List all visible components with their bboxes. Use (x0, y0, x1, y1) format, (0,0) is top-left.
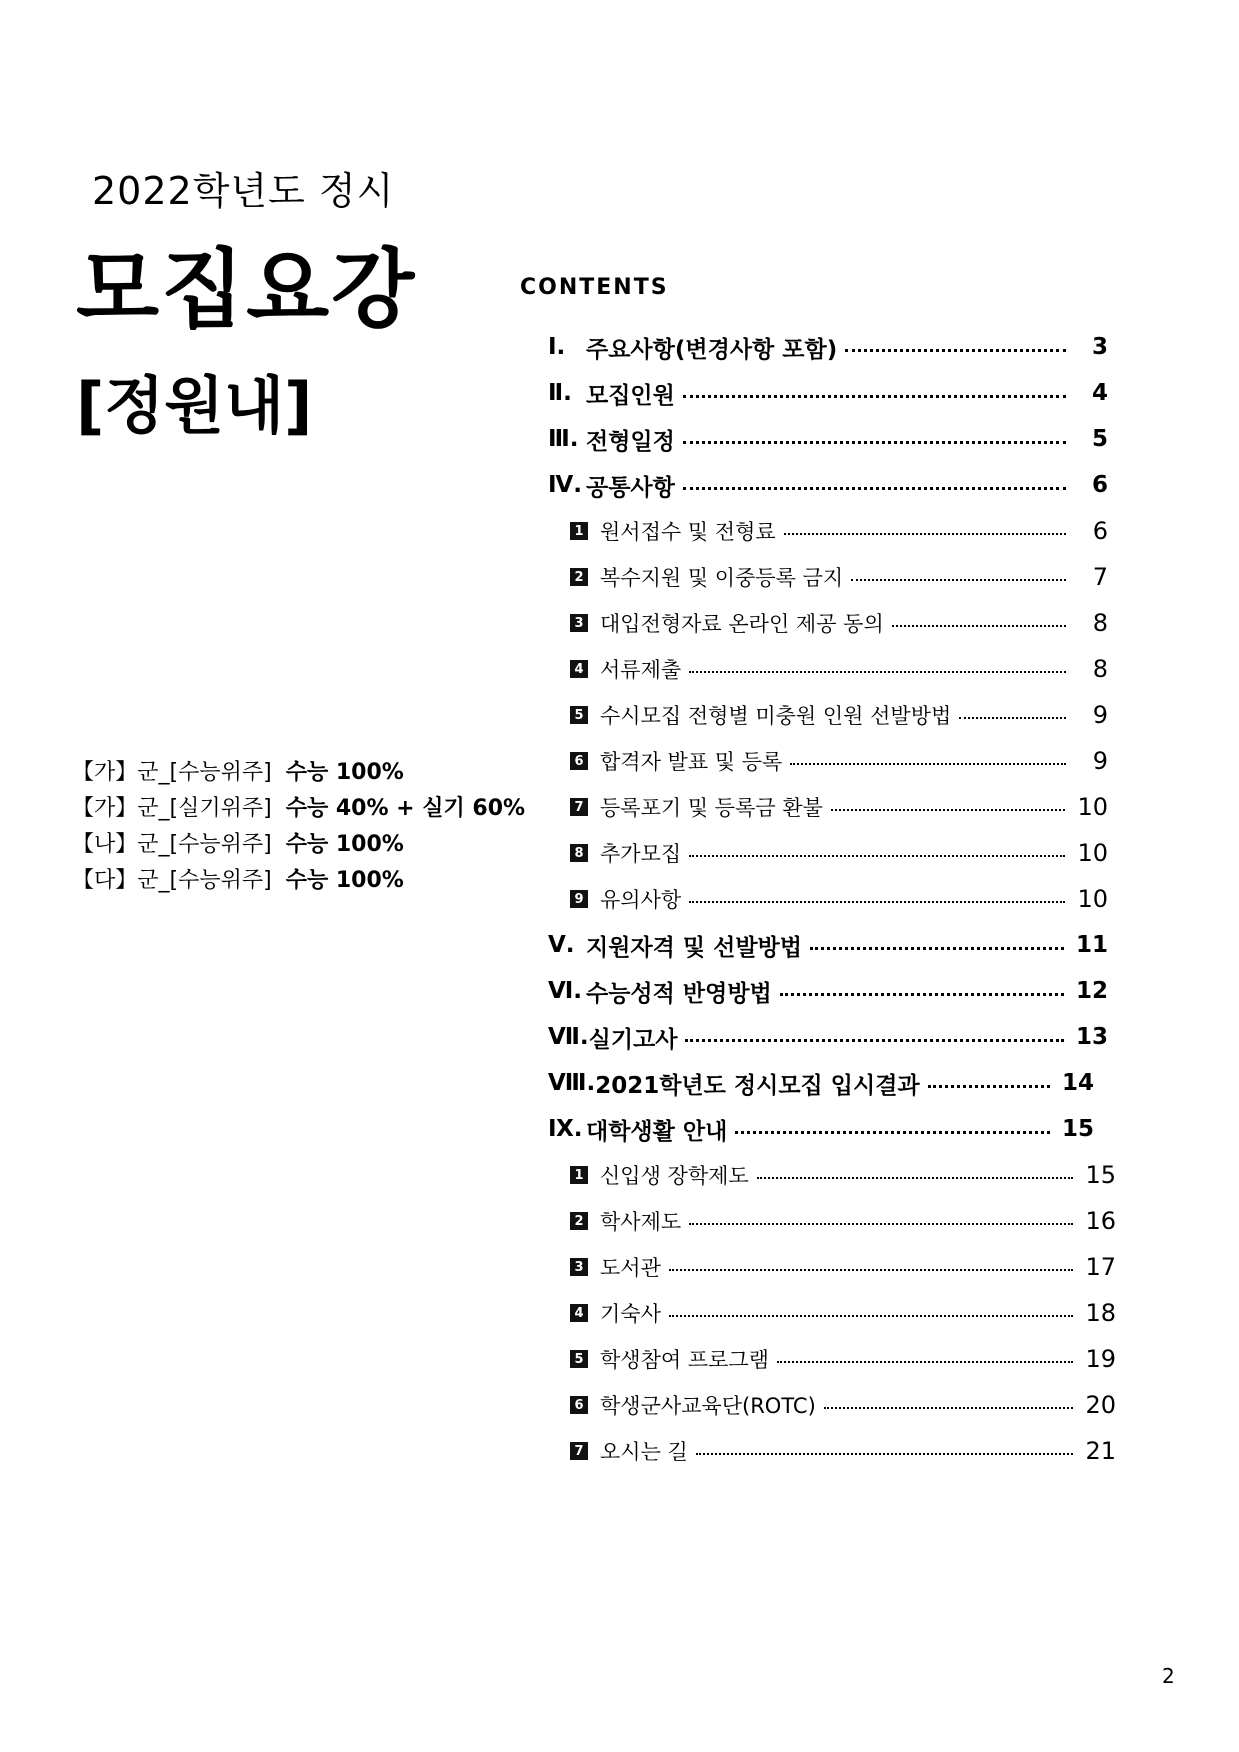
toc-page: 4 (1091, 380, 1108, 406)
toc-page: 10 (1077, 885, 1108, 913)
toc-page: 7 (1092, 563, 1108, 591)
document-subtitle: 2022학년도 정시 (92, 169, 395, 213)
toc-section-2[interactable] (548, 370, 1108, 416)
toc-page: 10 (1077, 793, 1108, 821)
number-badge-icon: 5 (570, 1350, 588, 1368)
toc-label: 2021학년도 정시모집 입시결과 (595, 1072, 920, 1099)
contents-heading: CONTENTS (520, 275, 669, 300)
dot-leader (669, 1269, 1074, 1271)
toc-page: 14 (1061, 1070, 1094, 1096)
toc-page: 8 (1092, 609, 1108, 637)
toc-label: 전형일정 (586, 428, 675, 455)
toc-label: 대학생활 안내 (586, 1118, 728, 1145)
toc-subsection[interactable] (548, 554, 1108, 600)
number-badge-icon: 6 (570, 752, 588, 770)
toc-number: Ⅴ. (548, 932, 575, 958)
toc-page: 21 (1085, 1437, 1116, 1465)
toc-subsection[interactable] (548, 508, 1108, 554)
dot-leader (685, 1039, 1064, 1042)
toc-label: 복수지원 및 이중등록 금지 (600, 566, 844, 590)
toc-label: 학사제도 (600, 1210, 682, 1234)
toc-label: 수시모집 전형별 미충원 인원 선발방법 (600, 704, 952, 728)
number-badge-icon: 7 (570, 1442, 588, 1460)
toc-subsection[interactable] (548, 600, 1108, 646)
number-badge-icon: 1 (570, 522, 588, 540)
number-badge-icon: 1 (570, 1166, 588, 1184)
dot-leader (683, 395, 1066, 398)
toc-subsection[interactable] (548, 1290, 1116, 1336)
toc-label: 수능성적 반영방법 (586, 980, 772, 1007)
toc-subsection[interactable] (548, 1198, 1116, 1244)
dot-leader (735, 1131, 1050, 1134)
dot-leader (959, 717, 1066, 719)
toc-page: 20 (1085, 1391, 1116, 1419)
toc-number: Ⅱ. (548, 380, 572, 406)
dot-leader (757, 1177, 1074, 1179)
toc-page: 10 (1077, 839, 1108, 867)
track-item (72, 752, 525, 788)
table-of-contents (548, 324, 1116, 1474)
toc-page: 8 (1092, 655, 1108, 683)
toc-page: 13 (1075, 1024, 1108, 1050)
track-ratio: 수능 100% (285, 831, 404, 857)
track-group: 【가】군_[수능위주] (72, 759, 272, 785)
toc-subsection[interactable] (548, 1152, 1116, 1198)
toc-number: Ⅰ. (548, 334, 566, 360)
number-badge-icon: 7 (570, 798, 588, 816)
toc-label: 주요사항(변경사항 포함) (586, 336, 838, 363)
toc-label: 학생참여 프로그램 (600, 1348, 769, 1372)
toc-section-5[interactable] (548, 922, 1108, 968)
toc-page: 18 (1085, 1299, 1116, 1327)
document-title: 모집요강 (76, 240, 417, 340)
toc-section-3[interactable] (548, 416, 1108, 462)
toc-section-6[interactable] (548, 968, 1108, 1014)
quota-title: [정원내] (76, 369, 313, 442)
toc-label: 기숙사 (600, 1302, 661, 1326)
toc-subsection[interactable] (548, 1336, 1116, 1382)
dot-leader (824, 1407, 1074, 1409)
page-number: 2 (1162, 1664, 1175, 1688)
toc-page: 11 (1075, 932, 1108, 958)
number-badge-icon: 3 (570, 1258, 588, 1276)
toc-label: 서류제출 (600, 658, 682, 682)
number-badge-icon: 4 (570, 1304, 588, 1322)
dot-leader (845, 349, 1066, 352)
toc-subsection[interactable] (548, 738, 1108, 784)
dot-leader (689, 1223, 1073, 1225)
toc-label: 유의사항 (600, 888, 682, 912)
toc-number: Ⅵ. (548, 978, 583, 1004)
dot-leader (689, 855, 1065, 857)
toc-subsection[interactable] (548, 784, 1108, 830)
admission-tracks (72, 752, 525, 896)
toc-label: 실기고사 (588, 1026, 678, 1053)
toc-page: 12 (1075, 978, 1108, 1004)
toc-section-7[interactable] (548, 1014, 1108, 1060)
track-group: 【다】군_[수능위주] (72, 867, 272, 893)
number-badge-icon: 8 (570, 844, 588, 862)
track-item (72, 860, 525, 896)
track-ratio: 수능 100% (285, 759, 404, 785)
track-item (72, 788, 525, 824)
number-badge-icon: 2 (570, 568, 588, 586)
toc-page: 5 (1091, 426, 1108, 452)
toc-label: 모집인원 (586, 382, 675, 409)
toc-page: 17 (1085, 1253, 1116, 1281)
track-ratio: 수능 40% + 실기 60% (285, 795, 526, 821)
number-badge-icon: 6 (570, 1396, 588, 1414)
number-badge-icon: 5 (570, 706, 588, 724)
dot-leader (831, 809, 1066, 811)
toc-section-9[interactable] (548, 1106, 1094, 1152)
toc-label: 도서관 (600, 1256, 661, 1280)
dot-leader (777, 1361, 1073, 1363)
toc-page: 15 (1085, 1161, 1116, 1189)
dot-leader (683, 441, 1066, 444)
dot-leader (669, 1315, 1074, 1317)
toc-page: 19 (1085, 1345, 1116, 1373)
track-group: 【가】군_[실기위주] (72, 795, 272, 821)
dot-leader (851, 579, 1066, 581)
number-badge-icon: 4 (570, 660, 588, 678)
toc-subsection[interactable] (548, 646, 1108, 692)
track-ratio: 수능 100% (285, 867, 404, 893)
toc-label: 합격자 발표 및 등록 (600, 750, 783, 774)
toc-label: 대입전형자료 온라인 제공 동의 (600, 612, 884, 636)
dot-leader (784, 533, 1066, 535)
toc-label: 지원자격 및 선발방법 (586, 934, 802, 961)
toc-section-8[interactable] (548, 1060, 1094, 1106)
track-item (72, 824, 525, 860)
toc-label: 오시는 길 (600, 1440, 688, 1464)
dot-leader (810, 947, 1064, 950)
toc-label: 공통사항 (586, 474, 675, 501)
toc-page: 6 (1092, 517, 1108, 545)
toc-section-1[interactable] (548, 324, 1108, 370)
toc-page: 3 (1091, 334, 1108, 360)
toc-number: Ⅳ. (548, 472, 583, 498)
toc-label: 학생군사교육단(ROTC) (600, 1394, 816, 1418)
toc-number: Ⅲ. (548, 426, 579, 452)
toc-number: Ⅷ. (548, 1070, 596, 1096)
dot-leader (689, 901, 1065, 903)
toc-label: 등록포기 및 등록금 환불 (600, 796, 823, 820)
dot-leader (780, 993, 1064, 996)
toc-subsection[interactable] (548, 1244, 1116, 1290)
toc-number: Ⅸ. (548, 1116, 583, 1142)
number-badge-icon: 9 (570, 890, 588, 908)
toc-page: 6 (1091, 472, 1108, 498)
toc-subsection[interactable] (548, 830, 1108, 876)
dot-leader (928, 1085, 1050, 1088)
toc-subsection[interactable] (548, 692, 1108, 738)
toc-page: 15 (1061, 1116, 1094, 1142)
toc-label: 추가모집 (600, 842, 682, 866)
toc-number: Ⅶ. (548, 1024, 589, 1050)
toc-page: 16 (1085, 1207, 1116, 1235)
track-group: 【나】군_[수능위주] (72, 831, 272, 857)
toc-subsection[interactable] (548, 876, 1108, 922)
toc-subsection[interactable] (548, 1382, 1116, 1428)
toc-page: 9 (1092, 701, 1108, 729)
number-badge-icon: 3 (570, 614, 588, 632)
toc-subsection[interactable] (548, 1428, 1116, 1474)
dot-leader (689, 671, 1066, 673)
dot-leader (696, 1453, 1074, 1455)
toc-label: 신입생 장학제도 (600, 1164, 749, 1188)
dot-leader (892, 625, 1066, 627)
number-badge-icon: 2 (570, 1212, 588, 1230)
dot-leader (683, 487, 1066, 490)
dot-leader (790, 763, 1066, 765)
toc-page: 9 (1092, 747, 1108, 775)
toc-label: 원서접수 및 전형료 (600, 520, 776, 544)
toc-section-4[interactable] (548, 462, 1108, 508)
